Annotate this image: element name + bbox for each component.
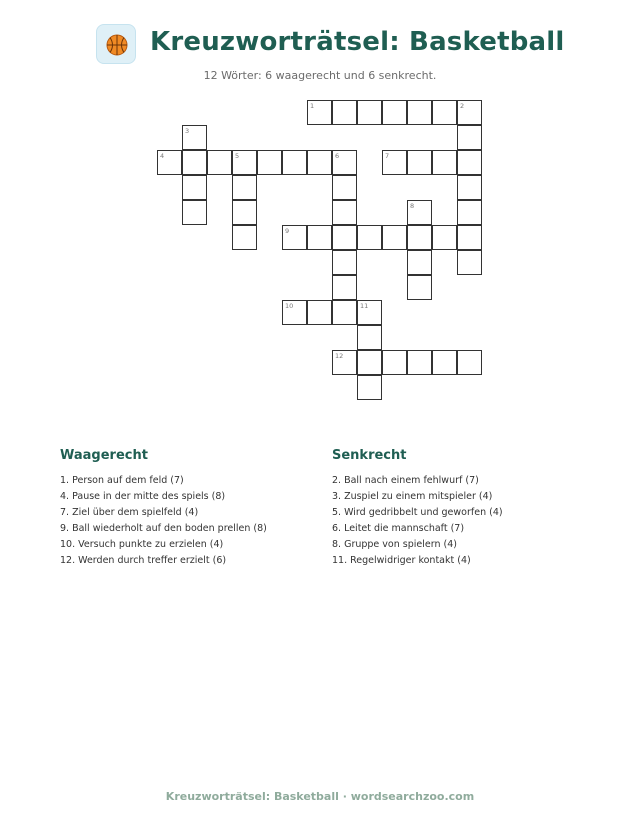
crossword-cell[interactable] bbox=[332, 250, 357, 275]
crossword-cell[interactable] bbox=[257, 150, 282, 175]
crossword-cell[interactable] bbox=[232, 225, 257, 250]
crossword-cell[interactable] bbox=[382, 100, 407, 125]
clues-across bbox=[60, 448, 267, 569]
crossword-cell[interactable] bbox=[407, 150, 432, 175]
crossword-cell[interactable] bbox=[457, 125, 482, 150]
crossword-cell[interactable] bbox=[182, 175, 207, 200]
clue-item: 5. Wird gedribbelt und geworfen (4) bbox=[332, 507, 503, 518]
clue-number: 1 bbox=[310, 102, 315, 110]
crossword-cell[interactable] bbox=[332, 200, 357, 225]
crossword-cell[interactable] bbox=[182, 150, 207, 175]
crossword-cell[interactable] bbox=[332, 175, 357, 200]
crossword-cell[interactable] bbox=[307, 150, 332, 175]
clue-item: 4. Pause in der mitte des spiels (8) bbox=[60, 491, 226, 502]
crossword-cell[interactable] bbox=[407, 225, 432, 250]
clue-item: 7. Ziel über dem spielfeld (4) bbox=[60, 507, 199, 518]
across-heading: Waagerecht bbox=[60, 448, 148, 463]
crossword-cell[interactable] bbox=[432, 100, 457, 125]
crossword-cell[interactable] bbox=[332, 300, 357, 325]
crossword-cell[interactable] bbox=[332, 275, 357, 300]
crossword-cell[interactable] bbox=[357, 350, 382, 375]
clue-item: 12. Werden durch treffer erzielt (6) bbox=[60, 555, 227, 566]
page-title: Kreuzworträtsel: Basketball bbox=[150, 27, 565, 57]
clue-number: 2 bbox=[460, 102, 465, 110]
clue-item: 9. Ball wiederholt auf den boden prellen (8) bbox=[60, 523, 267, 534]
clue-item: 1. Person auf dem feld (7) bbox=[60, 475, 184, 486]
crossword-cell[interactable] bbox=[407, 250, 432, 275]
crossword-cell[interactable] bbox=[357, 100, 382, 125]
clues-down bbox=[332, 448, 503, 569]
crossword-cell[interactable] bbox=[407, 350, 432, 375]
clue-item: 11. Regelwidriger kontakt (4) bbox=[332, 555, 471, 566]
crossword-cell[interactable] bbox=[357, 225, 382, 250]
crossword-cell[interactable] bbox=[432, 350, 457, 375]
crossword-cell[interactable] bbox=[457, 350, 482, 375]
crossword-cell[interactable] bbox=[357, 375, 382, 400]
clue-item: 10. Versuch punkte zu erzielen (4) bbox=[60, 539, 224, 550]
crossword-cell[interactable] bbox=[457, 250, 482, 275]
crossword-cell[interactable] bbox=[382, 225, 407, 250]
clue-number: 6 bbox=[335, 152, 340, 160]
crossword-cell[interactable] bbox=[382, 350, 407, 375]
crossword-cell[interactable] bbox=[182, 200, 207, 225]
footer: Kreuzworträtsel: Basketball · wordsearchzoo.com bbox=[165, 790, 475, 803]
crossword-cell[interactable] bbox=[232, 200, 257, 225]
crossword-cell[interactable] bbox=[432, 225, 457, 250]
crossword-cell[interactable] bbox=[207, 150, 232, 175]
crossword-cell[interactable] bbox=[232, 175, 257, 200]
crossword-cell[interactable] bbox=[307, 225, 332, 250]
clue-number: 9 bbox=[285, 227, 290, 235]
crossword-cell[interactable] bbox=[457, 175, 482, 200]
crossword-cell[interactable] bbox=[457, 200, 482, 225]
clue-number: 4 bbox=[160, 152, 165, 160]
crossword-cell[interactable] bbox=[282, 150, 307, 175]
clue-number: 7 bbox=[385, 152, 390, 160]
clue-item: 6. Leitet die mannschaft (7) bbox=[332, 523, 465, 534]
clue-item: 8. Gruppe von spielern (4) bbox=[332, 539, 457, 550]
crossword-cell[interactable] bbox=[332, 100, 357, 125]
crossword-cell[interactable] bbox=[357, 325, 382, 350]
crossword-cell[interactable] bbox=[407, 275, 432, 300]
down-heading: Senkrecht bbox=[332, 448, 407, 463]
subtitle: 12 Wörter: 6 waagerecht und 6 senkrecht. bbox=[203, 69, 437, 82]
crossword-cell[interactable] bbox=[307, 300, 332, 325]
clue-number: 10 bbox=[285, 302, 294, 310]
clue-number: 8 bbox=[410, 202, 415, 210]
clue-number: 3 bbox=[185, 127, 190, 135]
clue-number: 12 bbox=[335, 352, 344, 360]
crossword-cell[interactable] bbox=[407, 100, 432, 125]
crossword-cell[interactable] bbox=[457, 225, 482, 250]
crossword-cell[interactable] bbox=[332, 225, 357, 250]
clue-item: 2. Ball nach einem fehlwurf (7) bbox=[332, 475, 479, 486]
crossword-cell[interactable] bbox=[457, 150, 482, 175]
crossword-cell[interactable] bbox=[432, 150, 457, 175]
clue-item: 3. Zuspiel zu einem mitspieler (4) bbox=[332, 491, 493, 502]
clue-number: 11 bbox=[360, 302, 369, 310]
clue-number: 5 bbox=[235, 152, 240, 160]
